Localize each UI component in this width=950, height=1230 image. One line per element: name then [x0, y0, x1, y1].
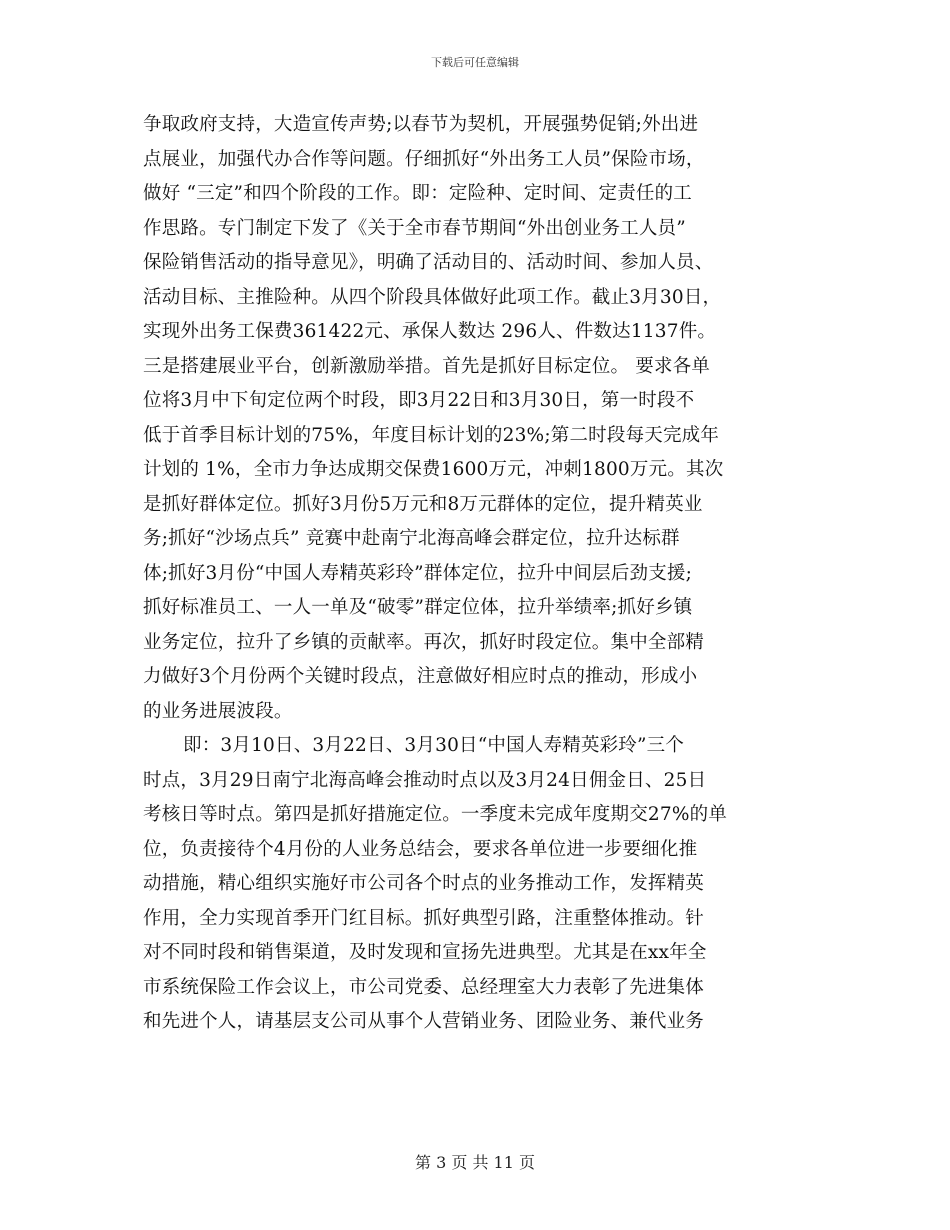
- text-line: 低于首季目标计划的75%，年度目标计划的23%;第二时段每天完成年: [143, 424, 720, 446]
- text-line-paragraph-start: 即：3月10日、3月22日、3月30日“中国人寿精英彩玲”三个: [183, 735, 685, 756]
- text-line: 位，负责接待个4月份的人业务总结会，要求各单位进一步要细化推: [143, 838, 698, 860]
- text-line: 作思路。专门制定下发了《关于全市春节期间“外出创业务工人员”: [143, 217, 686, 239]
- text-line: 抓好标准员工、一人一单及“破零”群定位体，拉升举绩率;抓好乡镇: [143, 597, 693, 618]
- text-line: 三是搭建展业平台，创新激励举措。首先是抓好目标定位。 要求各单: [143, 355, 711, 377]
- text-line: 作用，全力实现首季开门红目标。抓好典型引路，注重整体推动。针: [143, 907, 705, 929]
- text-line: 业务定位，拉升了乡镇的贡献率。再次，抓好时段定位。集中全部精: [143, 631, 705, 653]
- text-line: 和先进个人，请基层支公司从事个人营销业务、团险业务、兼代业务: [143, 1011, 705, 1032]
- text-line: 活动目标、主推险种。从四个阶段具体做好此项工作。截止3月30日，: [143, 286, 722, 308]
- page-header: 下载后可任意编辑: [431, 56, 519, 69]
- text-line: 体;抓好3月份“中国人寿精英彩玲”群体定位，拉升中间层后劲支援;: [143, 562, 693, 584]
- text-line: 动措施，精心组织实施好市公司各个时点的业务推动工作，发挥精英: [143, 873, 705, 894]
- text-line: 是抓好群体定位。抓好3月份5万元和8万元群体的定位，提升精英业: [143, 493, 703, 515]
- document-body: [143, 108, 808, 1040]
- text-line: 力做好3个月份两个关键时段点，注意做好相应时点的推动，形成小: [143, 666, 698, 687]
- text-line: 的业务进展波段。: [143, 700, 293, 722]
- text-line: 务;抓好“沙场点兵” 竞赛中赴南宁北海高峰会群定位，拉升达标群: [143, 528, 680, 549]
- text-line: 保险销售活动的指导意见》，明确了活动目的、活动时间、参加人员、: [143, 252, 714, 273]
- text-line: 实现外出务工保费361422元、承保人数达 296人、件数达1137件。: [143, 321, 717, 342]
- text-line: 对不同时段和销售渠道，及时发现和宣扬先进典型。尤其是在xx年全: [143, 942, 707, 963]
- text-line: 计划的 1%，全市力争达成期交保费1600万元，冲刺1800万元。其次: [143, 459, 724, 480]
- text-line: 考核日等时点。第四是抓好措施定位。一季度未完成年度期交27%的单: [143, 804, 728, 825]
- text-line: 时点，3月29日南宁北海高峰会推动时点以及3月24日佣金日、25日: [143, 769, 707, 791]
- page-number-footer: 第 3 页 共 11 页: [415, 1153, 535, 1172]
- text-line: 位将3月中下旬定位两个时段，即3月22日和3月30日，第一时段不: [143, 390, 695, 411]
- text-line: 做好 “三定”和四个阶段的工作。即：定险种、定时间、定责任的工: [143, 183, 692, 204]
- text-line: 市系统保险工作会议上，市公司党委、总经理室大力表彰了先进集体: [143, 976, 705, 998]
- text-line: 争取政府支持，大造宣传声势;以春节为契机，开展强势促销;外出进: [143, 114, 699, 135]
- text-line: 点展业，加强代办合作等问题。仔细抓好“外出务工人员”保险市场，: [143, 148, 705, 170]
